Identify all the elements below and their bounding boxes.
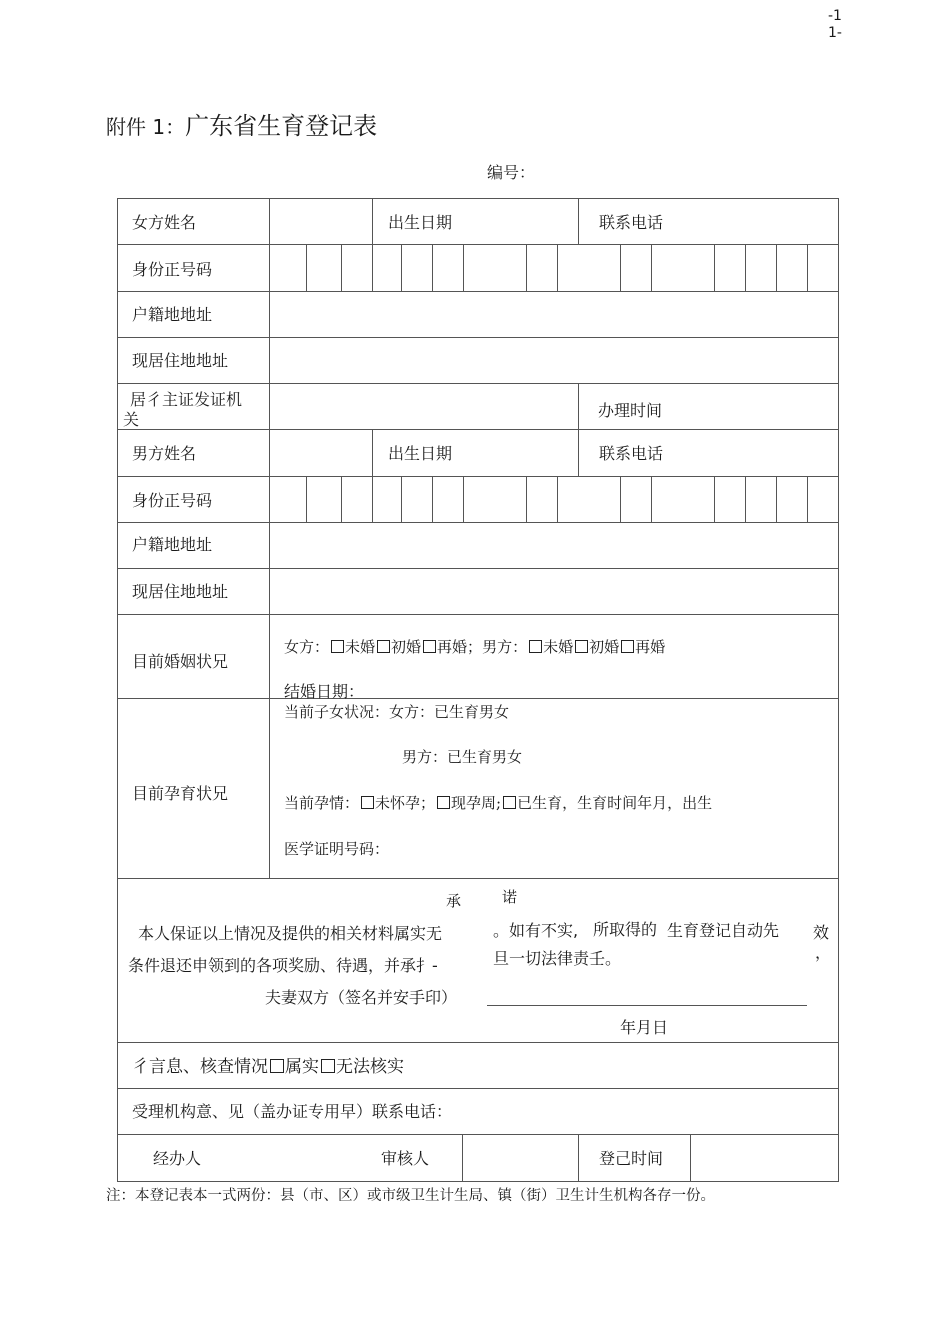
female-permit-label-line2: 关 bbox=[123, 410, 140, 429]
female-first-marriage-checkbox[interactable] bbox=[377, 640, 390, 653]
male-remarried-checkbox[interactable] bbox=[621, 640, 634, 653]
pledge-line1-e: 效 bbox=[813, 923, 830, 942]
handler-field[interactable] bbox=[220, 1135, 360, 1180]
verification-prefix: 彳言息、核查情况 bbox=[132, 1057, 268, 1077]
pledge-line2-b: 旦一切法律责壬。 bbox=[493, 949, 622, 968]
male-id-label: 身份正号码 bbox=[132, 491, 213, 510]
already-born-checkbox[interactable] bbox=[503, 796, 516, 809]
male-residence-field[interactable] bbox=[270, 569, 837, 613]
male-first-marriage-label: 初婚 bbox=[589, 638, 620, 656]
male-unmarried-label: 未婚 bbox=[543, 638, 574, 656]
page-number-line1: -1 bbox=[828, 8, 842, 24]
female-birth-field[interactable] bbox=[475, 199, 577, 243]
unverifiable-label: 无法核实 bbox=[336, 1057, 404, 1077]
male-unmarried-checkbox[interactable] bbox=[529, 640, 542, 653]
marriage-date-label: 结婚日期： bbox=[284, 682, 365, 701]
pledge-date-label: 年月日 bbox=[620, 1018, 669, 1037]
footnote: 注：本登记表本一式两份：县（市、区）或市级卫生计生局、镇（街）卫生计生机构各存一份。 bbox=[106, 1188, 715, 1204]
female-phone-label: 联系电话 bbox=[599, 213, 664, 232]
already-born-label: 已生育，生育时间年月，出生 bbox=[517, 794, 713, 812]
female-birth-label: 出生日期 bbox=[388, 213, 453, 232]
male-first-marriage-checkbox[interactable] bbox=[575, 640, 588, 653]
fertility-status-label: 目前孕育状兄 bbox=[132, 784, 229, 803]
female-name-label: 女方姓名 bbox=[132, 213, 197, 232]
male-phone-field[interactable] bbox=[690, 430, 837, 475]
male-birth-label: 出生日期 bbox=[388, 444, 453, 463]
male-hukou-label: 户籍地地址 bbox=[132, 535, 213, 554]
page-number-line2: 1- bbox=[828, 25, 842, 41]
female-residence-field[interactable] bbox=[270, 338, 837, 382]
medical-cert-label: 医学证明号码： bbox=[284, 840, 390, 858]
male-marriage-prefix: 男方： bbox=[482, 638, 528, 656]
marriage-status-label: 目前婚姻状兄 bbox=[132, 652, 229, 671]
male-name-field[interactable] bbox=[270, 430, 371, 475]
pledge-line1-c: 所取得的 bbox=[593, 920, 658, 939]
reviewer-label: 审核人 bbox=[381, 1149, 430, 1168]
unverifiable-checkbox[interactable] bbox=[321, 1059, 335, 1073]
female-hukou-label: 户籍地地址 bbox=[132, 305, 213, 324]
female-id-label: 身份正号码 bbox=[132, 260, 213, 279]
children-status-female: 当前子女状况：女方：已生育男女 bbox=[284, 703, 510, 721]
pledge-line1-d: 生育登记自动先 bbox=[667, 921, 780, 940]
female-permit-authority-field[interactable] bbox=[270, 384, 577, 428]
male-id-field[interactable] bbox=[270, 477, 837, 521]
pledge-line1-f: ， bbox=[815, 943, 832, 962]
female-residence-label: 现居住地地址 bbox=[132, 351, 229, 370]
marriage-options-line bbox=[284, 636, 665, 657]
male-residence-label: 现居住地地址 bbox=[132, 582, 229, 601]
male-phone-label: 联系电话 bbox=[599, 444, 664, 463]
page-title bbox=[106, 106, 377, 141]
pledge-line1-a: 本人保证以上情况及提供的相关材料属实无 bbox=[138, 924, 443, 943]
serial-number-label: 编号： bbox=[487, 163, 536, 182]
title-prefix: 附件 1： bbox=[106, 115, 186, 139]
acceptance-opinion-label: 受理机构意、见（盖办证专用早）联系电话： bbox=[132, 1102, 453, 1121]
male-hukou-field[interactable] bbox=[270, 523, 837, 567]
female-id-field[interactable] bbox=[270, 245, 837, 290]
female-marriage-prefix: 女方： bbox=[284, 638, 330, 656]
female-hukou-field[interactable] bbox=[270, 292, 837, 336]
verification-line bbox=[132, 1052, 404, 1077]
female-remarried-label: 再婚； bbox=[437, 638, 483, 656]
male-remarried-label: 再婚 bbox=[635, 638, 666, 656]
pregnant-weeks-label: 现孕周 bbox=[451, 794, 497, 812]
male-name-label: 男方姓名 bbox=[132, 444, 197, 463]
female-unmarried-label: 未婚 bbox=[345, 638, 376, 656]
female-phone-field[interactable] bbox=[690, 199, 837, 243]
pregnancy-line: 当前孕情： 未怀孕； 现孕周; 已生育，生育时间年月，出生 bbox=[284, 794, 713, 812]
pregnancy-prefix: 当前孕情： bbox=[284, 794, 360, 812]
reviewer-field[interactable] bbox=[463, 1135, 577, 1180]
pregnant-weeks-checkbox[interactable] bbox=[437, 796, 450, 809]
pledge-line2-a: 条件退还申领到的各项奖励、待遇，并承扌- bbox=[128, 956, 438, 975]
register-time-field[interactable] bbox=[691, 1135, 837, 1180]
signature-line[interactable] bbox=[487, 1005, 807, 1006]
register-time-label: 登己时间 bbox=[599, 1149, 664, 1168]
handling-time-label: 办理时间 bbox=[598, 401, 663, 420]
pledge-line1-b: 。如有不实, bbox=[493, 921, 579, 940]
verified-true-label: 属实 bbox=[285, 1057, 319, 1077]
female-first-marriage-label: 初婚 bbox=[391, 638, 422, 656]
female-permit-label-line1: 居彳主证发证机 bbox=[130, 390, 243, 409]
female-name-field[interactable] bbox=[270, 199, 371, 243]
pledge-title-a: 承 bbox=[446, 892, 462, 910]
handler-label: 经办人 bbox=[153, 1149, 202, 1168]
not-pregnant-checkbox[interactable] bbox=[361, 796, 374, 809]
children-status-male: 男方：已生育男女 bbox=[402, 748, 523, 766]
female-unmarried-checkbox[interactable] bbox=[331, 640, 344, 653]
signature-label: 夫妻双方（签名并安手印） bbox=[265, 988, 458, 1007]
not-pregnant-label: 未怀孕； bbox=[375, 794, 436, 812]
pledge-title-b: 诺 bbox=[502, 888, 518, 906]
female-remarried-checkbox[interactable] bbox=[423, 640, 436, 653]
male-birth-field[interactable] bbox=[475, 430, 577, 475]
verified-true-checkbox[interactable] bbox=[270, 1059, 284, 1073]
title-main: 广东省生育登记表 bbox=[185, 112, 378, 140]
